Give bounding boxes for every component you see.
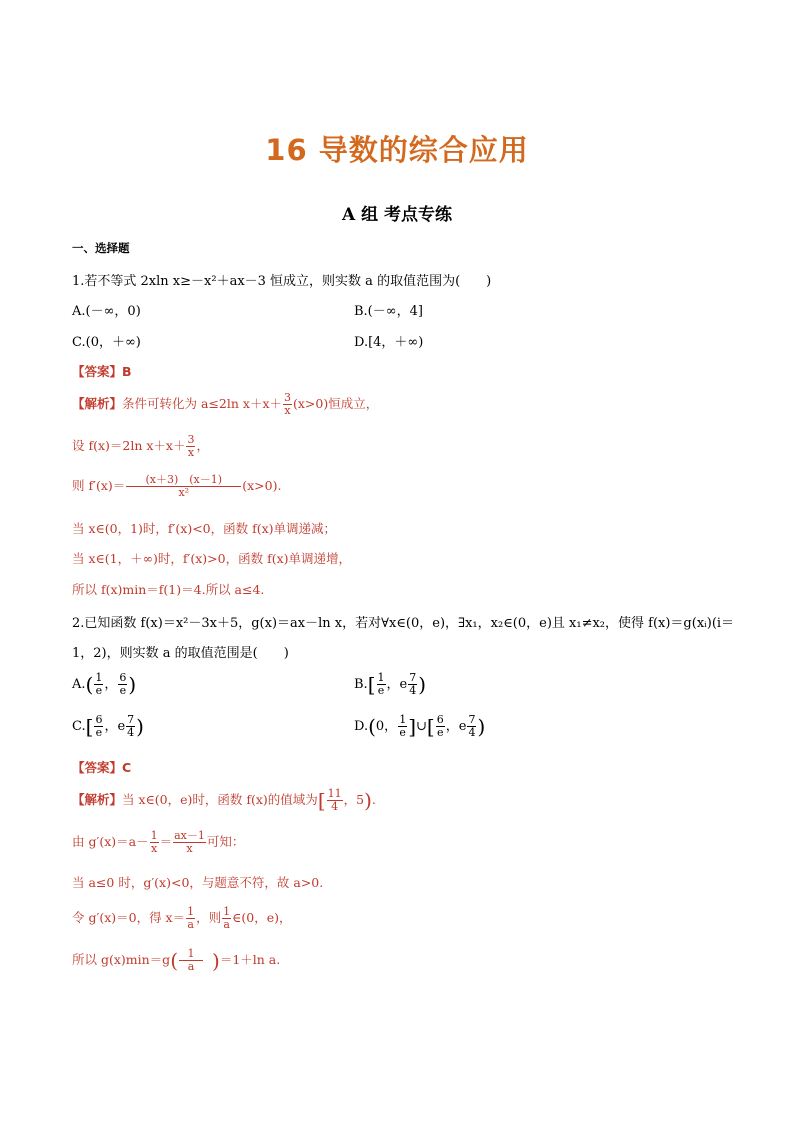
q2-solution-line2: 由 g′(x)＝a－ $\frac{1}{x}$ ＝ $\frac{ax-1}{x}$ 可知： [72,829,245,855]
q1-solution-line2: 设 f(x)＝2ln x＋x＋ $\frac{3}{x}$ ， [72,433,209,459]
q1-solution-line6: 所以 f(x)min＝f(1)＝4.所以 a≤4. [72,582,265,597]
page-title: 16 导数的综合应用 [265,133,529,167]
q2-option-d: D.(0， $\frac{1}{e}$ ]∪[ $\frac{6}{e}$ ，e $\frac{7}{4}$ ) [354,713,486,739]
q1-solution-line1: 【解析】条件可转化为 a≤2ln x＋x＋ $\frac{3}{x}$ (x>0)恒成立， [72,391,379,417]
q2-solution-line1: 【解析】当 x∈(0，e)时，函数 f(x)的值域为[ $\frac{11}{4}$ ，5). [72,787,376,813]
q2-solution-line5: 所以 g(x)min＝g( $\frac{1}{a}$ )＝1＋ln a. [72,947,281,973]
q1-solution-line5: 当 x∈(1，＋∞)时，f′(x)>0，函数 f(x)单调递增， [72,551,351,566]
q2-option-a: A.( $\frac{1}{e}$ ， $\frac{6}{e}$ ) [72,671,137,697]
group-subtitle: A 组 考点专练 [341,205,453,225]
q1-solution-line4: 当 x∈(0，1)时，f′(x)<0，函数 f(x)单调递减； [72,521,337,536]
fraction: $\frac{(x+3) (x-1)}{\text{x²}}$ [126,474,241,499]
section-heading: 一、选择题 [72,241,130,255]
q2-option-b: B.[ $\frac{1}{e}$ ，e $\frac{7}{4}$ ) [354,671,427,697]
fraction: $\frac{3}{x}$ [284,391,291,417]
q2-solution-line4: 令 g′(x)＝0，得 x＝ $\frac{1}{a}$ ，则 $\frac{1}{a}$ ∈(0，e)， [72,905,292,931]
q2-stem-line2: 1，2)，则实数 a 的取值范围是( ) [72,646,289,661]
fraction: $\frac{3}{x}$ [187,433,195,459]
q1-option-c: C.(0，＋∞) [72,335,141,350]
q1-option-a: A.(－∞，0) [72,304,141,319]
q2-solution-label: 【解析】 [72,792,123,807]
q2-answer: 【答案】C [72,760,132,775]
q2-stem-line1: 2.已知函数 f(x)＝x²－3x＋5，g(x)＝ax－ln x，若对∀x∈(0，e)，∃x₁，x₂∈(0，e)且 x₁≠x₂，使得 f(x)＝g(xᵢ)(i＝ [72,616,735,631]
q1-answer: 【答案】B [72,364,132,379]
q1-solution-line3: 则 f′(x)＝ $\frac{(x+3) (x-1)}{\text{x²}}$ (x>0). [72,473,282,499]
q1-solution-label: 【解析】 [72,396,123,411]
q1-option-d: D.[4，＋∞) [354,335,424,350]
q2-option-c: C.[ $\frac{6}{e}$ ，e $\frac{7}{4}$ ) [72,713,144,739]
q1-option-b: B.(－∞，4] [354,304,423,319]
q1-stem: 1.若不等式 2xln x≥－x²＋ax－3 恒成立，则实数 a 的取值范围为( ) [72,274,492,289]
q2-solution-line3: 当 a≤0 时，g′(x)<0，与题意不符，故 a>0. [72,875,324,890]
